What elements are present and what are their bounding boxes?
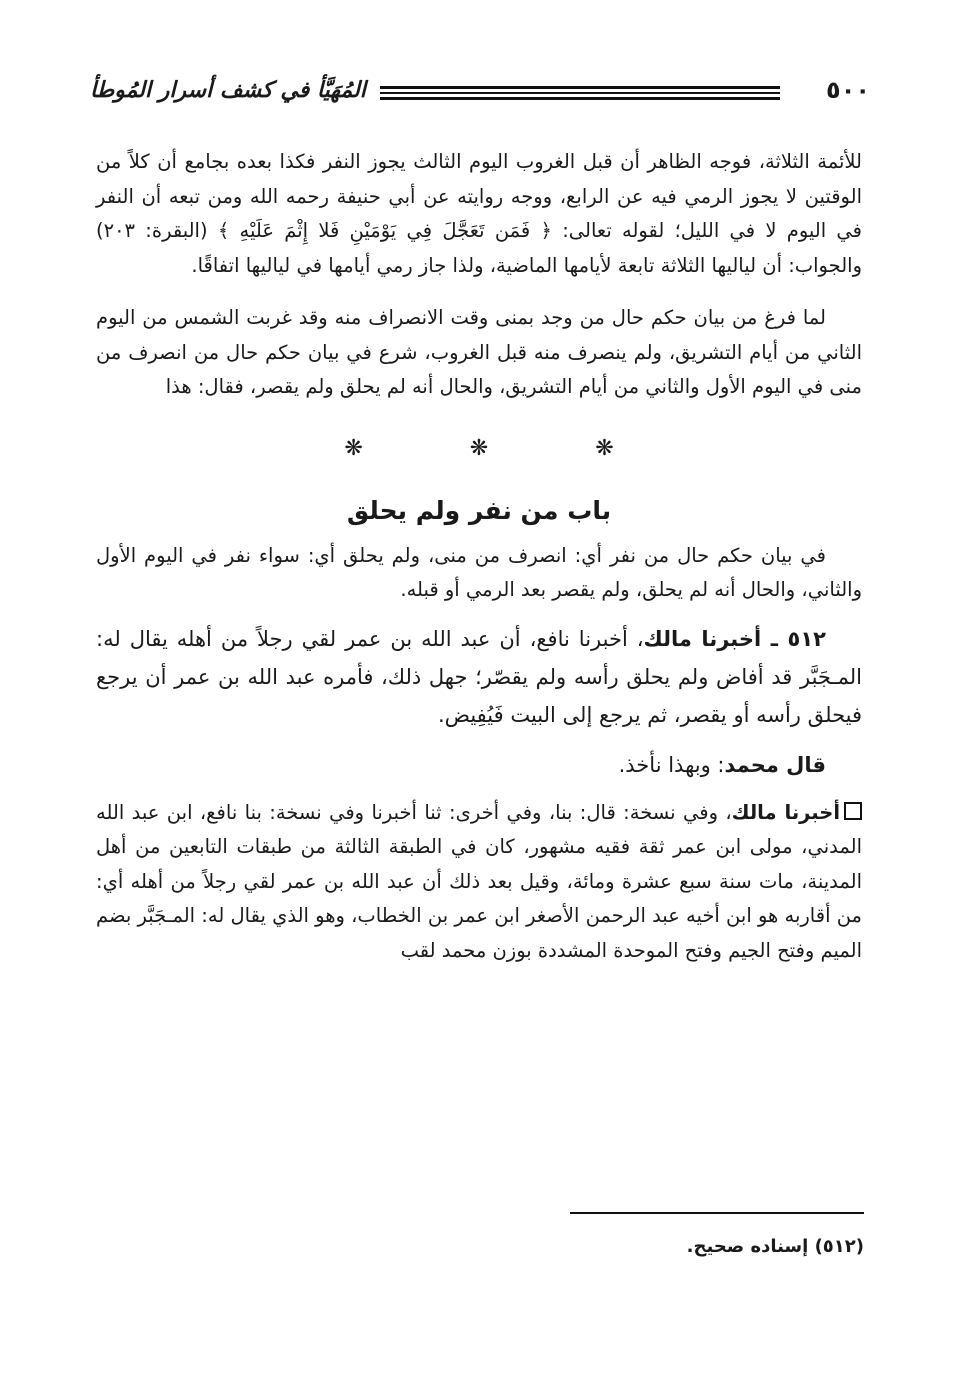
- chapter-title: باب من نفر ولم يحلق: [346, 495, 612, 525]
- header-rule: [380, 86, 780, 89]
- muhammad-label: قال محمد: [724, 752, 826, 777]
- muhammad-text: : وبهذا نأخذ.: [618, 752, 725, 777]
- running-header: [90, 72, 872, 116]
- muhammad-statement: [96, 746, 862, 784]
- book-title: المُهَيَّأ في كشف أسرار المُوطأ: [90, 78, 366, 103]
- section-separator: ❋ ❋ ❋: [344, 435, 664, 461]
- footnote-rule: [570, 1212, 864, 1214]
- hadith-body: ، أخبرنا نافع، أن عبد الله بن عمر لقي رجلاً من أهله يقال له: المـجَبَّر قد أفاض ولم يحلق رأسه ولم يقصّر؛ جهل ذلك، فأمره عبد الله بن عمر أن يرجع فيحلق رأسه أو يقصر، ثم يرجع إلى البيت فَيُفِيض.: [96, 626, 862, 727]
- hadith-number: ٥١٢ ـ أخبرنا مالك: [643, 626, 826, 651]
- commentary-paragraph: للأئمة الثلاثة، فوجه الظاهر أن قبل الغروب اليوم الثالث يجوز النفر فكذا بعده بجامع أن كلاً من الوقتين لا يجوز الرمي فيه عن الرابع، ووجه روايته عن أبي حنيفة رحمه الله ومن تبعه أن النفر في اليوم لا في الليل؛ لقوله تعالى: ﴿ فَمَن تَعَجَّلَ فِي يَوْمَيْنِ فَلا إِثْمَ عَلَيْهِ ﴾ (البقرة: ٢٠٣) والجواب: أن لياليها الثلاثة تابعة لأيامها الماضية، ولذا جاز رمي أيامها في لياليها اتفاقًا.: [96, 150, 862, 277]
- commentary-body: ، وفي نسخة: قال: بنا، وفي أخرى: ثنا أخبرنا وفي نسخة: بنا نافع، ابن عبد الله المدني، مولى ابن عمر ثقة فقيه مشهور، كان في الطبقة الثالثة من طبقات التابعين من أهل المدينة، مات سنة سبع عشرة ومائة، وقيل بعد ذلك أن عبد الله بن عمر لقي رجلاً من أهله أي: من أقاربه هو ابن أخيه عبد الرحمن الأصغر ابن عمر بن الخطاب، وهو الذي يقال له: المـجَبَّر بضم الميم وفتح الجيم وفتح الموحدة المشددة بوزن محمد لقب: [96, 800, 862, 962]
- chapter-intro: في بيان حكم حال من نفر أي: انصرف من منى، ولم يحلق أي: سواء نفر في اليوم الأول والثاني، والحال أنه لم يحلق، ولم يقصر بعد الرمي أو قبله.: [96, 543, 862, 601]
- commentary-paragraph: لما فرغ من بيان حكم حال من وجد بمنى وقت الانصراف منه وقد غربت الشمس من اليوم الثاني من أيام التشريق، ولم ينصرف منه قبل الغروب، شرع في بيان حكم حال من انصرف من منى في اليوم الأول والثاني من أيام التشريق، والحال أنه لم يحلق ولم يقصر، فقال: هذا: [96, 306, 862, 398]
- header-rule: [380, 97, 780, 100]
- square-marker-icon: [844, 802, 862, 820]
- commentary-paragraph: [96, 796, 862, 969]
- footnote: (٥١٢) إسناده صحيح.: [686, 1236, 864, 1257]
- commentary-lead: أخبرنا مالك: [731, 800, 840, 824]
- page-body: [96, 145, 862, 968]
- page-number: ٥٠٠: [826, 76, 870, 104]
- header-rule: [380, 92, 780, 94]
- hadith-text: [96, 620, 862, 734]
